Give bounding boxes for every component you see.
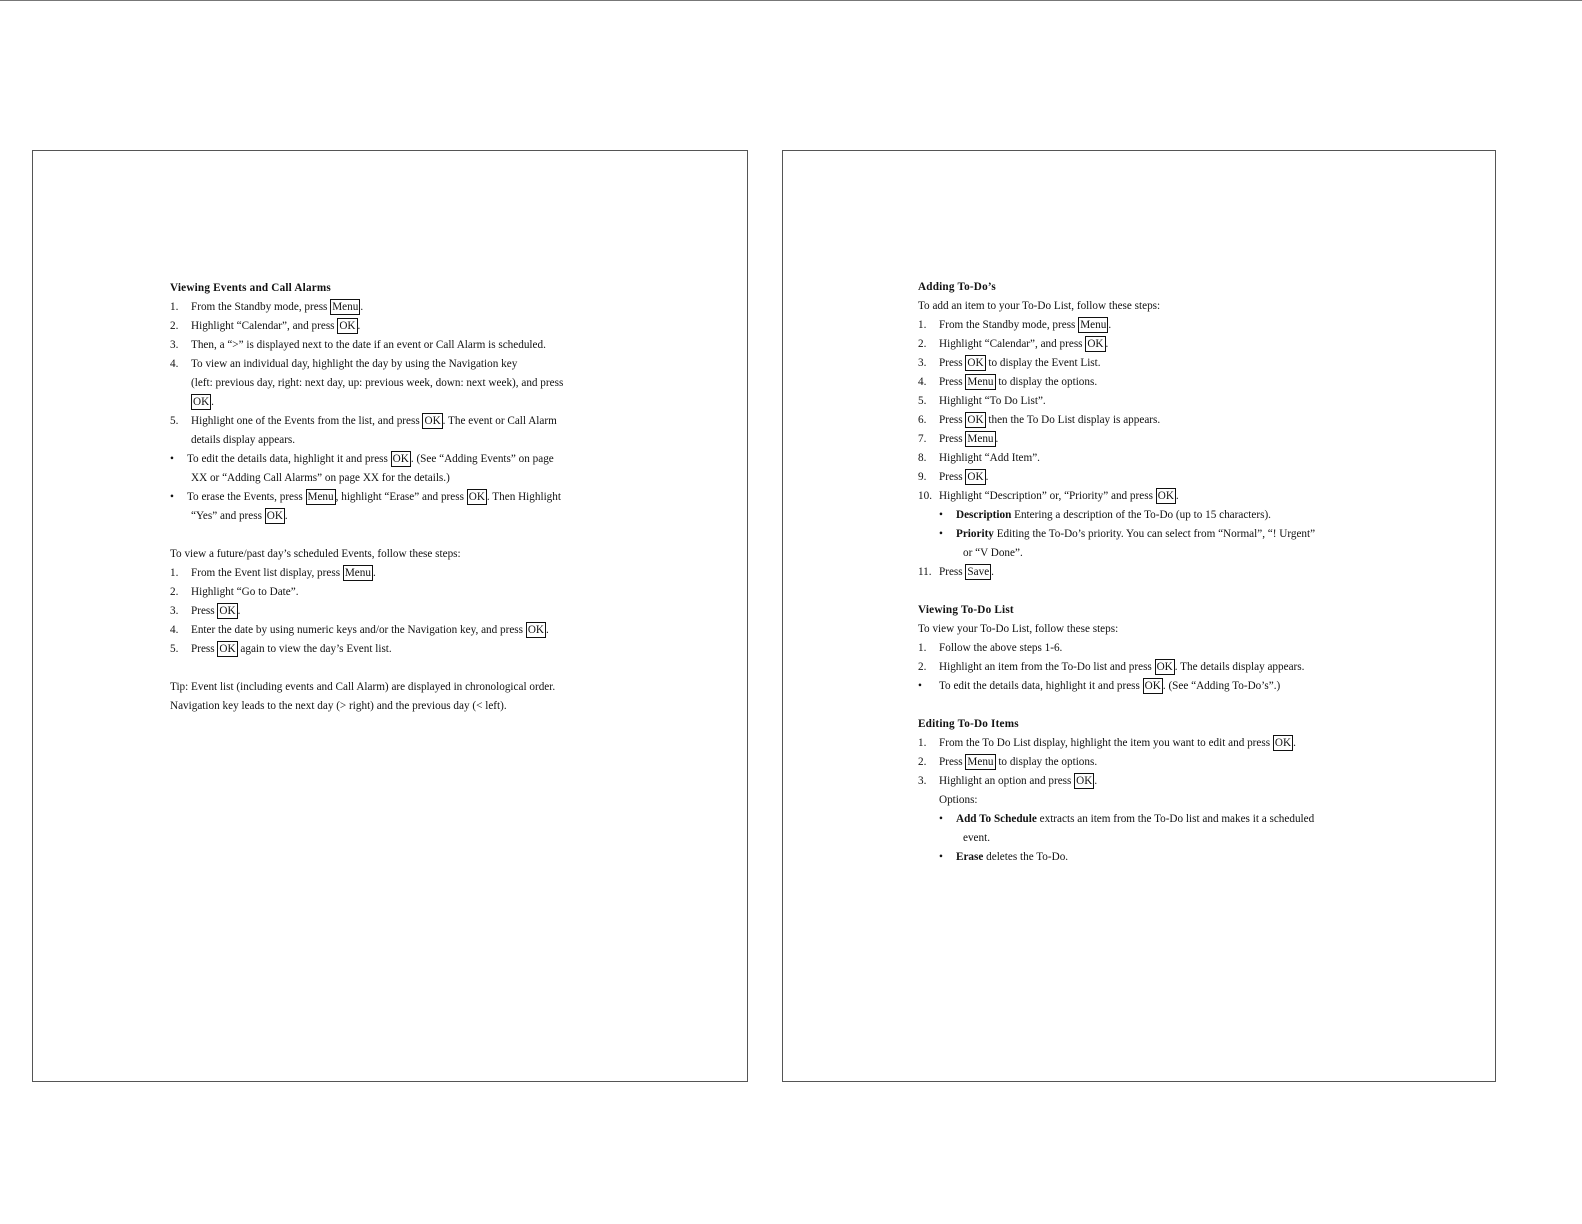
ok-key: OK (266, 510, 283, 522)
ok-key: OK (424, 415, 441, 427)
ok-key: OK (1076, 775, 1093, 787)
bullet-edit-cont: XX or “Adding Call Alarms” on page XX for the details.) (191, 472, 450, 484)
view-step-2: 2. Highlight an item from the To-Do list and press OK . The details display appears. (918, 661, 1305, 673)
ok-key: OK (1274, 737, 1292, 749)
intro-adding-todos: To add an item to your To-Do List, follow these steps: (918, 300, 1161, 312)
edit-step-1: 1. From the To Do List display, highlight the item you want to edit and press OK . (918, 737, 1296, 749)
menu-key: Menu (967, 433, 994, 445)
menu-key: Menu (967, 376, 994, 388)
bullet-add-to-schedule: • Add To Schedule extracts an item from the To-Do list and makes it a scheduled (939, 813, 1315, 825)
step-3: 3. Then, a “>” is displayed next to the date if an event or Call Alarm is scheduled. (170, 339, 546, 351)
bullet-priority: • Priority Editing the To-Do’s priority. You can select from “Normal”, “! Urgent” (939, 528, 1316, 540)
section-title-viewing-todo: Viewing To-Do List (918, 604, 1014, 616)
ok-key: OK (392, 453, 409, 465)
bullet-priority-cont: or “V Done”. (963, 547, 1023, 559)
menu-key: Menu (1080, 319, 1107, 331)
bullet-edit: • To edit the details data, highlight it and press OK . (See “Adding Events” on page (170, 453, 554, 465)
ok-key: OK (1156, 661, 1173, 673)
step-4: 4. To view an individual day, highlight the day by using the Navigation key (170, 358, 518, 370)
step-5: 5. Highlight one of the Events from the list, and press OK . The event or Call Alarm (170, 415, 557, 427)
go-step-2: 2. Highlight “Go to Date”. (170, 586, 299, 598)
step-1: 1. From the Standby mode, press Menu . (170, 301, 364, 313)
add-step-10: 10. Highlight “Description” or, “Priority” and press OK . (918, 490, 1179, 502)
ok-key: OK (193, 396, 210, 408)
edit-step-3: 3. Highlight an option and press OK . (918, 775, 1098, 787)
add-step-3: 3. Press OK to display the Event List. (918, 357, 1101, 369)
tip-line-2: Navigation key leads to the next day (> right) and the previous day (< left). (170, 700, 507, 712)
menu-key: Menu (307, 491, 334, 503)
ok-key: OK (1087, 338, 1104, 350)
go-step-5: 5. Press OK again to view the day’s Event list. (170, 643, 392, 655)
step-5-cont: details display appears. (191, 434, 296, 446)
section-title-adding-todos: Adding To-Do’s (918, 281, 996, 293)
ok-key: OK (967, 357, 984, 369)
ok-key: OK (339, 320, 356, 332)
ok-key: OK (468, 491, 485, 503)
left-page-content (170, 279, 620, 716)
top-rule (0, 0, 1582, 1)
menu-key: Menu (332, 301, 359, 313)
ok-key: OK (1144, 680, 1161, 692)
add-step-9: 9. Press OK . (918, 471, 989, 483)
view-bullet-edit: • To edit the details data, highlight it and press OK . (See “Adding To-Do’s”.) (918, 680, 1281, 692)
menu-key: Menu (344, 567, 371, 579)
step-4-key: OK . (193, 396, 214, 408)
ok-key: OK (219, 643, 236, 655)
ok-key: OK (219, 605, 236, 617)
save-key: Save (967, 566, 990, 578)
ok-key: OK (527, 624, 544, 636)
menu-key: Menu (967, 756, 994, 768)
go-step-4: 4. Enter the date by using numeric keys and/or the Navigation key, and press OK . (170, 624, 549, 636)
go-step-1: 1. From the Event list display, press Menu . (170, 567, 376, 579)
add-step-4: 4. Press Menu to display the options. (918, 376, 1098, 388)
ok-key: OK (1157, 490, 1174, 502)
step-4-cont: (left: previous day, right: next day, up: previous week, down: next week), and press (191, 377, 564, 389)
step-2: 2. Highlight “Calendar”, and press OK . (170, 320, 361, 332)
ok-key: OK (967, 414, 984, 426)
bullet-erase: • To erase the Events, press Menu , highlight “Erase” and press OK . Then Highlight (170, 491, 561, 503)
add-step-11: 11. Press Save . (918, 566, 994, 578)
edit-step-2: 2. Press Menu to display the options. (918, 756, 1098, 768)
bullet-add-to-schedule-cont: event. (963, 832, 991, 844)
intro-future-past: To view a future/past day’s scheduled Events, follow these steps: (170, 548, 461, 560)
add-step-2: 2. Highlight “Calendar”, and press OK . (918, 338, 1109, 350)
bullet-erase-todo: • Erase deletes the To-Do. (939, 851, 1069, 863)
left-page (32, 150, 748, 1082)
bullet-erase-cont: “Yes” and press OK . (191, 510, 288, 522)
go-step-3: 3. Press OK . (170, 605, 241, 617)
add-step-8: 8. Highlight “Add Item”. (918, 452, 1040, 464)
add-step-6: 6. Press OK then the To Do List display is appears. (918, 414, 1161, 426)
options-label: Options: (939, 794, 978, 806)
add-step-7: 7. Press Menu . (918, 433, 999, 445)
right-page (782, 150, 1496, 1082)
right-page-content (918, 278, 1383, 867)
view-step-1: 1. Follow the above steps 1-6. (918, 642, 1063, 654)
section-title-viewing-events: Viewing Events and Call Alarms (170, 282, 331, 294)
bullet-description: • Description Entering a description of the To-Do (up to 15 characters). (939, 509, 1271, 521)
tip-line-1: Tip: Event list (including events and Call Alarm) are displayed in chronological order. (170, 681, 556, 693)
add-step-1: 1. From the Standby mode, press Menu . (918, 319, 1112, 331)
section-title-editing-todo: Editing To-Do Items (918, 718, 1019, 730)
ok-key: OK (967, 471, 984, 483)
intro-viewing-todo: To view your To-Do List, follow these steps: (918, 623, 1119, 635)
add-step-5: 5. Highlight “To Do List”. (918, 395, 1046, 407)
